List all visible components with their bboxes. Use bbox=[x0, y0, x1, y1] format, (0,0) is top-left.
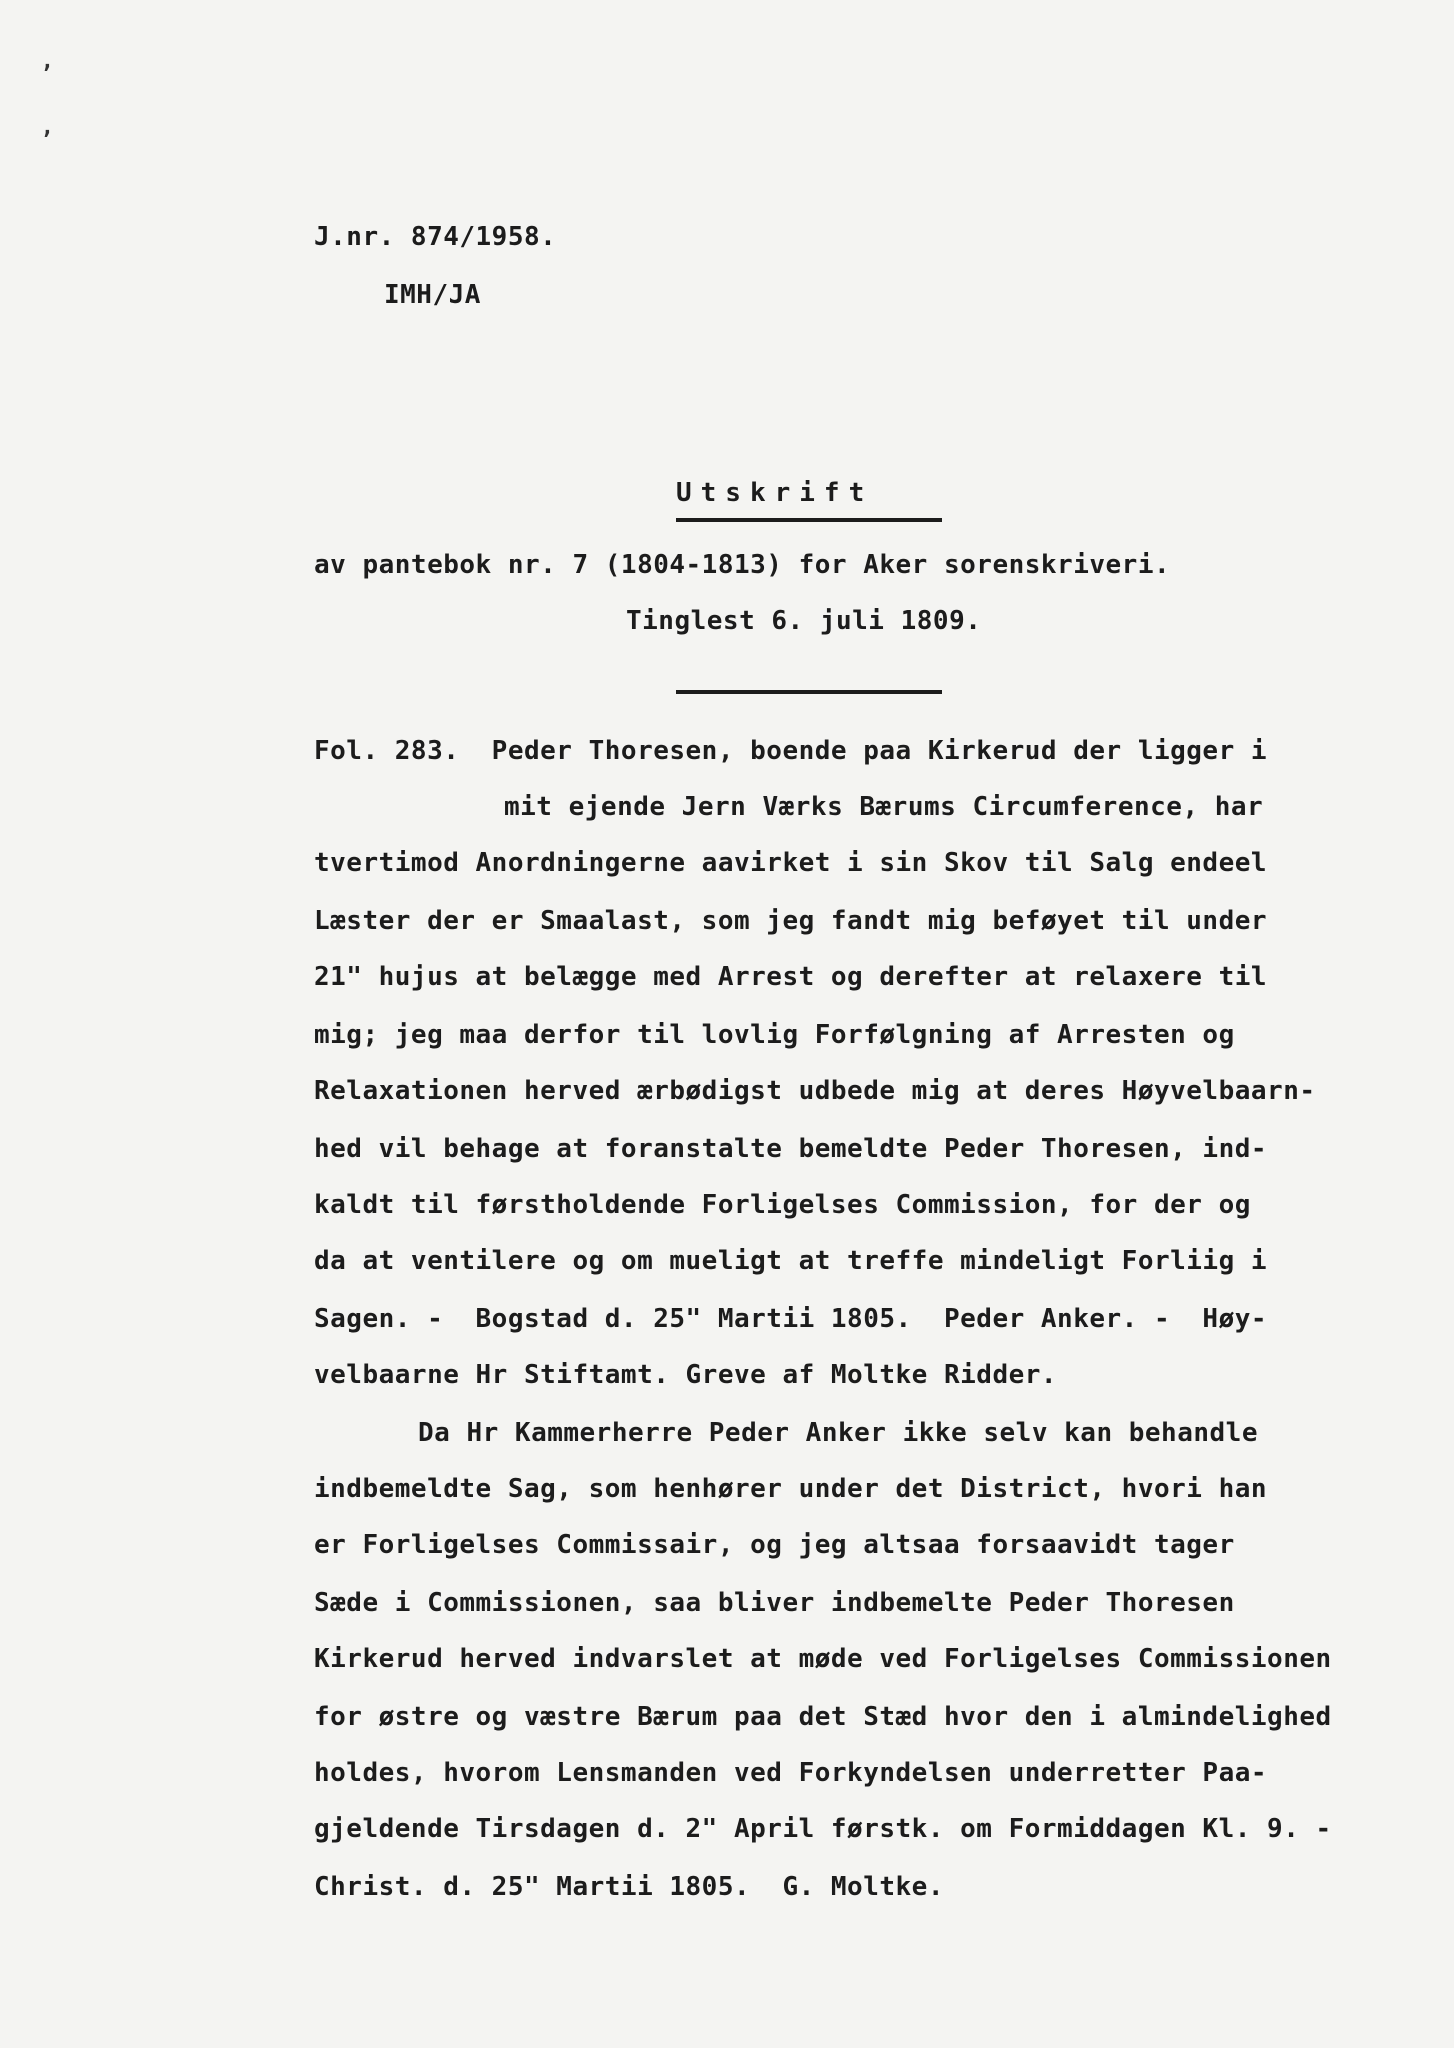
section-divider bbox=[676, 690, 942, 694]
registration-date: Tinglest 6. juli 1809. bbox=[626, 606, 982, 636]
body-line: velbaarne Hr Stiftamt. Greve af Moltke Ridder. bbox=[314, 1360, 1058, 1390]
body-line: Da Hr Kammerherre Peder Anker ikke selv kan behandle bbox=[418, 1418, 1258, 1448]
body-line: gjeldende Tirsdagen d. 2" April førstk. om Formiddagen Kl. 9. - bbox=[314, 1814, 1332, 1844]
body-line: hed vil behage at foranstalte bemeldte Peder Thoresen, ind- bbox=[314, 1134, 1268, 1164]
body-line: da at ventilere og om mueligt at treffe mindeligt Forliig i bbox=[314, 1246, 1268, 1276]
body-line: mit ejende Jern Værks Bærums Circumference, har bbox=[504, 792, 1264, 822]
body-line: tvertimod Anordningerne aavirket i sin Skov til Salg endeel bbox=[314, 848, 1268, 878]
title-underline bbox=[676, 518, 942, 522]
body-line: er Forligelses Commissair, og jeg altsaa forsaavidt tager bbox=[314, 1530, 1235, 1560]
margin-mark-top: ʼ bbox=[40, 62, 54, 87]
margin-mark-lower: ʼ bbox=[40, 128, 54, 153]
body-line: 21" hujus at belægge med Arrest og derefter at relaxere til bbox=[314, 962, 1268, 992]
body-line: kaldt til førstholdende Forligelses Commission, for der og bbox=[314, 1190, 1251, 1220]
body-line: Relaxationen herved ærbødigst udbede mig at deres Høyvelbaarn- bbox=[314, 1076, 1316, 1106]
document-title: Utskrift bbox=[676, 478, 874, 508]
body-line: Sæde i Commissionen, saa bliver indbemelte Peder Thoresen bbox=[314, 1588, 1235, 1618]
body-line: holdes, hvorom Lensmanden ved Forkyndelsen underretter Paa- bbox=[314, 1758, 1268, 1788]
body-line: Kirkerud herved indvarslet at møde ved Forligelses Commissionen bbox=[314, 1644, 1332, 1674]
subtitle: av pantebok nr. 7 (1804-1813) for Aker sorenskriveri. bbox=[314, 550, 1171, 580]
body-line: indbemeldte Sag, som henhører under det District, hvori han bbox=[314, 1474, 1268, 1504]
body-line: Fol. 283. Peder Thoresen, boende paa Kirkerud der ligger i bbox=[314, 736, 1268, 766]
body-line: Læster der er Smaalast, som jeg fandt mig beføyet til under bbox=[314, 906, 1268, 936]
body-line: Sagen. - Bogstad d. 25" Martii 1805. Peder Anker. - Høy- bbox=[314, 1304, 1268, 1334]
body-line: mig; jeg maa derfor til lovlig Forfølgning af Arresten og bbox=[314, 1020, 1235, 1050]
body-line: Christ. d. 25" Martii 1805. G. Moltke. bbox=[314, 1872, 944, 1902]
body-line: for østre og væstre Bærum paa det Stæd hvor den i almindelighed bbox=[314, 1702, 1332, 1732]
initials: IMH/JA bbox=[384, 280, 481, 310]
journal-number: J.nr. 874/1958. bbox=[314, 222, 557, 252]
